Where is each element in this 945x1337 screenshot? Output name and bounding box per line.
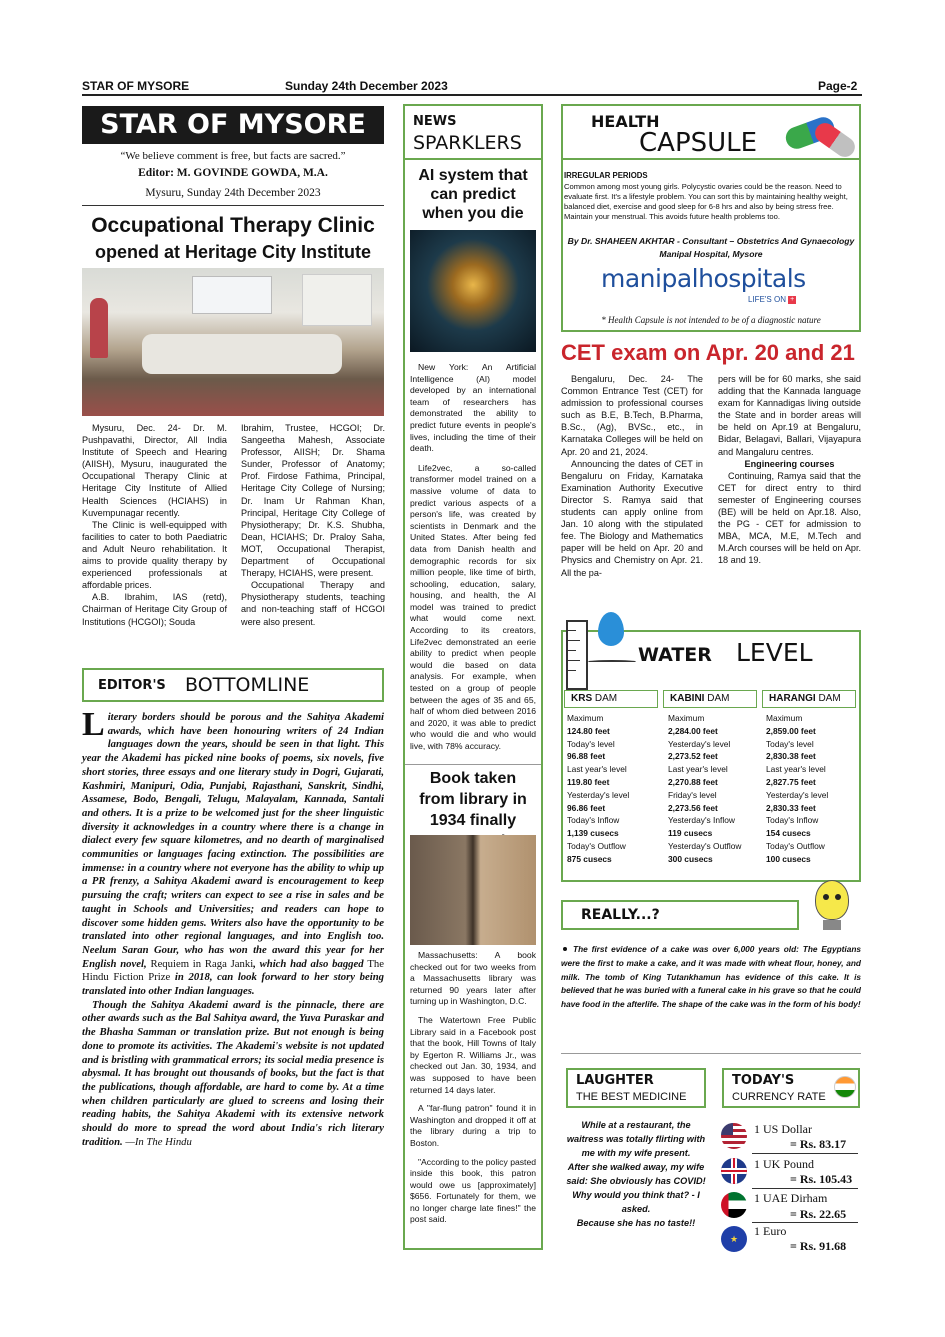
dam-row-label: Maximum <box>766 713 803 723</box>
cet-headline: CET exam on Apr. 20 and 21 <box>561 340 855 365</box>
water-drop-icon <box>598 612 624 646</box>
ai-para: New York: An Artificial Intelligence (AI) model developed by an international team of researchers has demonstrated the ability to predict future events in people's lives, including the time of their death. <box>410 362 536 454</box>
dam-label-harangi <box>762 690 856 708</box>
dam-row-value: 2,830.33 feet <box>766 802 816 813</box>
dam-row-value: 2,273.56 feet <box>668 802 718 813</box>
cet-para: Bengaluru, Dec. 24- The Common Entrance Test (CET) for admission to professional courses such as B.E, B.Tech, B.Pharma, B.Sc., (Ag), BVSc., etc., in Karnataka Colleges will be held on Apr. 20 and 21, 2024. <box>561 374 703 457</box>
dam-row-value: 154 cusecs <box>766 828 811 839</box>
editorial-text: in 2018, can look forward to her story being translated into other Indian languages. <box>82 971 384 998</box>
dam-row-label: Yesterday's level <box>668 738 731 749</box>
divider <box>561 1053 861 1054</box>
joke-line: After she walked away, my wife said: She obviously has COVID! Why would you think that? - I asked. <box>566 1162 706 1214</box>
lead-headline-line2: opened at Heritage City Institute <box>94 242 372 262</box>
lead-photo <box>82 268 384 416</box>
lead-headline-line1: Occupational Therapy Clinic <box>91 214 375 237</box>
book-para: Massachusetts: A book checked out for two weeks from a Massachusetts library was returned 90 years later after turning up in Washington, D.C. <box>410 950 536 1007</box>
dam-row-value: 119 cusecs <box>668 828 713 839</box>
lead-col2 <box>241 422 385 628</box>
dam-row-label: Yesterday's Inflow <box>668 815 735 826</box>
laughter-label-thin: THE BEST MEDICINE <box>576 1091 687 1103</box>
ai-body <box>410 362 536 753</box>
projector-screen <box>192 276 272 314</box>
cet-subhead: Engineering courses <box>744 458 835 469</box>
dam-name: HARANGI <box>769 693 816 704</box>
dam-row-value: 2,827.75 feet <box>766 776 816 787</box>
ai-headline: AI system that can predict when you die <box>418 167 528 222</box>
dam-row-label: Last year's level <box>567 764 627 775</box>
divider <box>752 1153 858 1154</box>
rate-name: 1 UAE Dirham <box>754 1191 828 1205</box>
dam-row-value: 2,859.00 feet <box>766 725 816 736</box>
dam-kabini-data <box>668 712 762 866</box>
really-text: The first evidence of a cake was over 6,000 years old: The Egyptians were the first to make a cake, and it was made with wheat flour, honey, and milk. The tomb of King Tutankhamun has evidence of this cake. It is believed that he was buried with a funeral cake in his grave so that he could have food in the afterlife. The shape of the cake was in the form of his body! <box>561 944 861 1010</box>
health-label-bold: HEALTH <box>591 112 660 131</box>
editorial-dropcap: L <box>82 706 105 743</box>
really-box <box>561 900 799 930</box>
dam-row-label: Yesterday's level <box>567 789 630 800</box>
water-label-bold: WATER <box>638 644 712 666</box>
lead-col1 <box>82 422 227 628</box>
cet-col1 <box>561 373 703 579</box>
manipal-logo-text: manipalhospitals <box>601 264 806 293</box>
divider <box>405 764 541 765</box>
health-box <box>561 104 861 160</box>
bulb-base-icon <box>823 920 841 930</box>
dam-row-value: 96.88 feet <box>567 751 606 762</box>
cet-para: Announcing the dates of CET in Bengaluru on Friday, Karnataka Examination Authority Executive Director S. Ramya said that students can apply online from Jan. 10 along with the stipulated fee. The Biology and Mathematics paper will be held on Apr. 20 and Physics and Chemistry on Apr. 21. All the pa- <box>561 458 703 578</box>
dam-suffix: DAM <box>594 693 618 704</box>
dam-row-label: Maximum <box>668 713 705 723</box>
dam-row-value: 100 cusecs <box>766 853 811 864</box>
ai-robot-image <box>410 230 536 352</box>
joke-line: Because she has no taste!! <box>576 1218 696 1228</box>
book-para: A "far-flung patron" found it in Washington and dropped it off at the library during a trip to Boston. <box>410 1103 536 1148</box>
dam-row-value: 96.86 feet <box>567 802 606 813</box>
cet-para: Continuing, Ramya said that the CET for direct entry to third semester of Engineering courses (BE) will be held on Apr.18. Also, the PG - CET for admission to MBA, MCA, M.E, M.Tech and M.Arch courses will be held on Apr. 18 and 19. <box>718 470 861 566</box>
dam-row-value: 2,830.38 feet <box>766 751 816 762</box>
dam-row-label: Today's level <box>567 738 615 749</box>
dam-row-value: 875 cusecs <box>567 853 612 864</box>
editorial-body <box>82 706 385 1150</box>
joke-line: While at a restaurant, the waitress was totally flirting with me with my wife present. <box>566 1120 706 1158</box>
rate-value: = Rs. 83.17 <box>790 1137 847 1151</box>
cet-col2 <box>718 373 861 567</box>
lead-para: Ibrahim, Trustee, HCGOI; Dr. Sangeetha Mahesh, Associate Professor, AIISH; Dr. Shama Sunder, Professor of Anatomy; Prof. Firdose Fathima, Principal, Heritage City College of Nursing; Dr. Inam Ur Rahman Khan, Principal, Heritage City College of Physiotherapy; Dr. K.S. Shubha, Dean, HCIAHS; Dr. Praloy Saha, MOT, Occupational Therapist, Department of Occupational Therapy, HCIAHS, were present. <box>241 423 385 579</box>
ai-para: Life2vec, a so-called transformer model trained on a massive volume of data to predict various aspects of a person's life, was created by scientists in Denmark and the United States. After being fed data from Danish health and demographic records for six million people, like time of birth, schooling, education, salary, housing, and health, the AI model was trained to predict what would come next. According to its creators, Life2vec demonstrated an eerie ability to predict when people would die based on data analysis. For example, when tested on a group of people between the ages of 35 and 65, half of whom died between 2016 and 2020, it was able to predict who would die and who would live, with 78% accuracy. <box>410 462 536 751</box>
dam-row-value: 124.80 feet <box>567 725 610 736</box>
plus-icon: + <box>790 295 795 303</box>
uk-flag-icon <box>721 1158 747 1184</box>
manipal-tagline <box>748 295 796 304</box>
dam-row-value: 1,139 cusecs <box>567 828 619 839</box>
really-text-wrap <box>561 943 861 1012</box>
dam-label-kabini <box>663 690 757 708</box>
currency-label-bold: TODAY'S <box>732 1073 795 1088</box>
really-label: REALLY...? <box>581 907 660 923</box>
dam-suffix: DAM <box>818 693 841 704</box>
rate-name: 1 US Dollar <box>754 1122 812 1136</box>
rate-value: = Rs. 22.65 <box>790 1207 847 1221</box>
dam-row-label: Today's Inflow <box>766 815 819 826</box>
health-hospital: Manipal Hospital, Mysore <box>659 249 763 259</box>
editorial-credit: —In The Hindu <box>125 1135 192 1148</box>
editorial-label-thin: BOTTOMLINE <box>185 674 310 696</box>
book-para: "According to the policy pasted inside this book, this patron would owe us [approximately] $656. Fortunately for them, we no longer charge late fines!" the post said. <box>410 1156 536 1225</box>
currency-box <box>722 1068 860 1108</box>
dam-row-value: 119.80 feet <box>567 776 610 787</box>
dam-row-label: Friday's level <box>668 789 717 800</box>
header-paper: STAR OF MYSORE <box>82 79 190 93</box>
masthead-dateline: Mysuru, Sunday 24th December 2023 <box>145 187 321 199</box>
dam-row-label: Maximum <box>567 713 604 723</box>
dam-row-value: 2,273.52 feet <box>668 751 718 762</box>
dam-row-value: 300 cusecs <box>668 853 713 864</box>
sparklers-box <box>403 104 543 160</box>
health-disclaimer: * Health Capsule is not intended to be of a diagnostic nature <box>601 315 821 325</box>
water-label-thin: LEVEL <box>736 638 813 667</box>
rate-value: = Rs. 105.43 <box>790 1172 853 1186</box>
lead-para: Mysuru, Dec. 24- Dr. M. Pushpavathi, Director, All India Institute of Speech and Hearing (AIISH), Mysuru, inaugurated the Occupational Therapy Clinic at Heritage City Institute of Allied Health Sciences (HCIAHS) in Kuvempunagar recently. <box>82 423 227 518</box>
health-label-thin: CAPSULE <box>639 128 758 158</box>
editorial-box <box>82 668 384 702</box>
wave-icon <box>588 660 636 663</box>
dam-row-value: 2,284.00 feet <box>668 725 718 736</box>
health-byline: By Dr. SHAHEEN AKHTAR - Consultant – Obstetrics And Gynaecology <box>567 236 855 246</box>
currency-label-thin: CURRENCY RATE <box>732 1091 826 1103</box>
water-gauge-icon <box>566 620 588 690</box>
book-headline: Book taken from library in 1934 finally <box>419 770 527 829</box>
dam-row-label: Today's level <box>766 738 814 749</box>
masthead-title: STAR OF MYSORE <box>82 106 384 144</box>
dam-row-label: Yesterday's Outflow <box>668 840 742 851</box>
editorial-text: , which had also bagged <box>253 957 368 970</box>
editorial-text: Though the Sahitya Akademi award is the pinnacle, there are other awards such as the Bal Sahitya award, the Yuva Puraskar and the Bhasha Samman or translation prize. But not enough is being done to promote its activities. The Akademi's website is not updated and is bristling with grammatical errors; its social media presence is abysmal. It has brought out thousands of books, but the fact is that the publications, though affordable, are hard to come by. At a time when children particularly are glued to screens and losing their reading habits, the Sahitya Akademi with its extensive network should do more to spread the word about India's rich literary tradition. <box>82 998 384 1148</box>
editorial-prize-name: The Hindu Fiction Prize <box>82 957 385 984</box>
rate-name: 1 UK Pound <box>754 1157 815 1171</box>
divider <box>82 205 384 206</box>
speaker-figure <box>90 298 108 358</box>
cet-para: pers will be for 60 marks, she said adding that the Kannada language exam for Kannadigas living outside the State and in border areas will be held on Apr.19 at Bengaluru, Bidar, Belagavi, Ballari, Vijayapura and Mangaluru centres. <box>718 374 861 457</box>
dam-row-label: Last year's level <box>766 764 826 775</box>
dam-row-label: Today's Outflow <box>766 840 825 851</box>
health-text: Common among most young girls. Polycystic ovaries could be the reason. Need to evaluate first. It's a lifestyle problem. You can sort this by maintaining healthy weight, balanced diet, exercise and good sleep for 6-8 hrs and also by being stress free. Maintain your menstrual. This avoids future health problems too. <box>564 182 848 221</box>
old-book-image <box>410 835 536 945</box>
guests-row <box>142 334 342 374</box>
header-page: Page-2 <box>818 79 858 93</box>
bullet-icon <box>563 947 567 951</box>
masthead-motto: “We believe comment is free, but facts are sacred.” <box>120 150 346 162</box>
sparklers-label-thin: SPARKLERS <box>413 132 522 154</box>
lead-para: A.B. Ibrahim, IAS (retd), Chairman of Heritage City Group of Institutions (HCGOI); Souda <box>82 592 227 627</box>
dam-name: KRS <box>571 693 593 704</box>
divider <box>752 1188 858 1189</box>
laughter-label-bold: LAUGHTER <box>576 1073 654 1088</box>
sparklers-label-bold: NEWS <box>413 114 457 129</box>
eu-flag-icon: ★ <box>721 1226 747 1252</box>
health-heading: IRREGULAR PERIODS <box>564 171 648 180</box>
bulb-mascot-icon <box>815 880 849 920</box>
divider <box>752 1222 858 1223</box>
dam-krs-data <box>567 712 661 866</box>
dam-suffix: DAM <box>707 693 730 704</box>
dam-harangi-data <box>766 712 858 866</box>
dam-row-value: 2,270.88 feet <box>668 776 718 787</box>
dam-row-label: Today's Outflow <box>567 840 626 851</box>
dam-name: KABINI <box>670 693 705 704</box>
india-flag-icon <box>834 1076 856 1098</box>
book-para: The Watertown Free Public Library said in a Facebook post that the book, Hill Towns of Italy by Egerton R. Williams Jr., was checked out Jan. 30, 1934, and was supposed to have been returned 14 days later. <box>410 1014 536 1095</box>
laughter-box <box>566 1068 706 1108</box>
header-rule <box>82 94 862 96</box>
us-flag-icon <box>721 1123 747 1149</box>
manipal-logo <box>601 264 806 293</box>
editorial-label-bold: EDITOR'S <box>98 678 166 693</box>
editorial-book-title: Requiem in Raga Janki <box>150 957 254 970</box>
dam-row-label: Today's Inflow <box>567 815 620 826</box>
manipal-tagline-text: LIFE'S ON <box>748 295 786 304</box>
book-body <box>410 950 536 1226</box>
editorial-text: iterary borders should be porous and the Sahitya Akademi awards, which have been honouring writers of 24 Indian languages down the years, should be seen in that light. This year the Akademi has picked nine books of poems, six novels, five short stories, three essays and one literary study in Dogri, Gujarati, Kashmiri, Manipuri, Odia, Punjabi, Rajasthani, Sanskrit, Sindhi, Assamese, Bodo, Bengali, Telugu, Malayalam, Kannada, Santali and others. It is a prize to be welcomed just for the sheer linguistic diversity it acknowledges in a country where there is a change in dialect every few square kilometres, and no dearth of marginalised communities or languages facing extinction. The possibilities are immense: in a country where not everyone has the ability to whip up a PR frenzy, a Sahitya Akademi award is encouragement to keep pursuing the craft; writers can expect to see a rise in sales and be taught in Schools and Universities; and readers can hope to discover some hidden gems. Writers also have the opportunity to be translated into other regional languages, and into English too. Neelum Saran Gour, who has won the award this year for her English novel, <box>82 711 384 970</box>
dam-label-krs <box>564 690 658 708</box>
header-date: Sunday 24th December 2023 <box>285 79 448 93</box>
laughter-joke <box>566 1118 706 1230</box>
masthead-editor: Editor: M. GOVINDE GOWDA, M.A. <box>138 167 328 179</box>
dam-row-label: Yesterday's level <box>766 789 829 800</box>
rate-name: 1 Euro <box>754 1224 787 1238</box>
lead-para: The Clinic is well-equipped with facilities to cater to both Paediatric and Adult Neuro rehabilitation. It aims to provide quality therapy by experienced professionals at affordable prices. <box>82 519 227 591</box>
rate-value: = Rs. 91.68 <box>790 1239 847 1253</box>
uae-flag-icon <box>721 1192 747 1218</box>
lead-para: Occupational Therapy and Physiotherapy students, teaching and non-teaching staff of HCGOI were also present. <box>241 580 385 627</box>
window <box>302 274 372 326</box>
capsule-icon <box>811 119 859 161</box>
dam-row-label: Last year's level <box>668 764 728 775</box>
